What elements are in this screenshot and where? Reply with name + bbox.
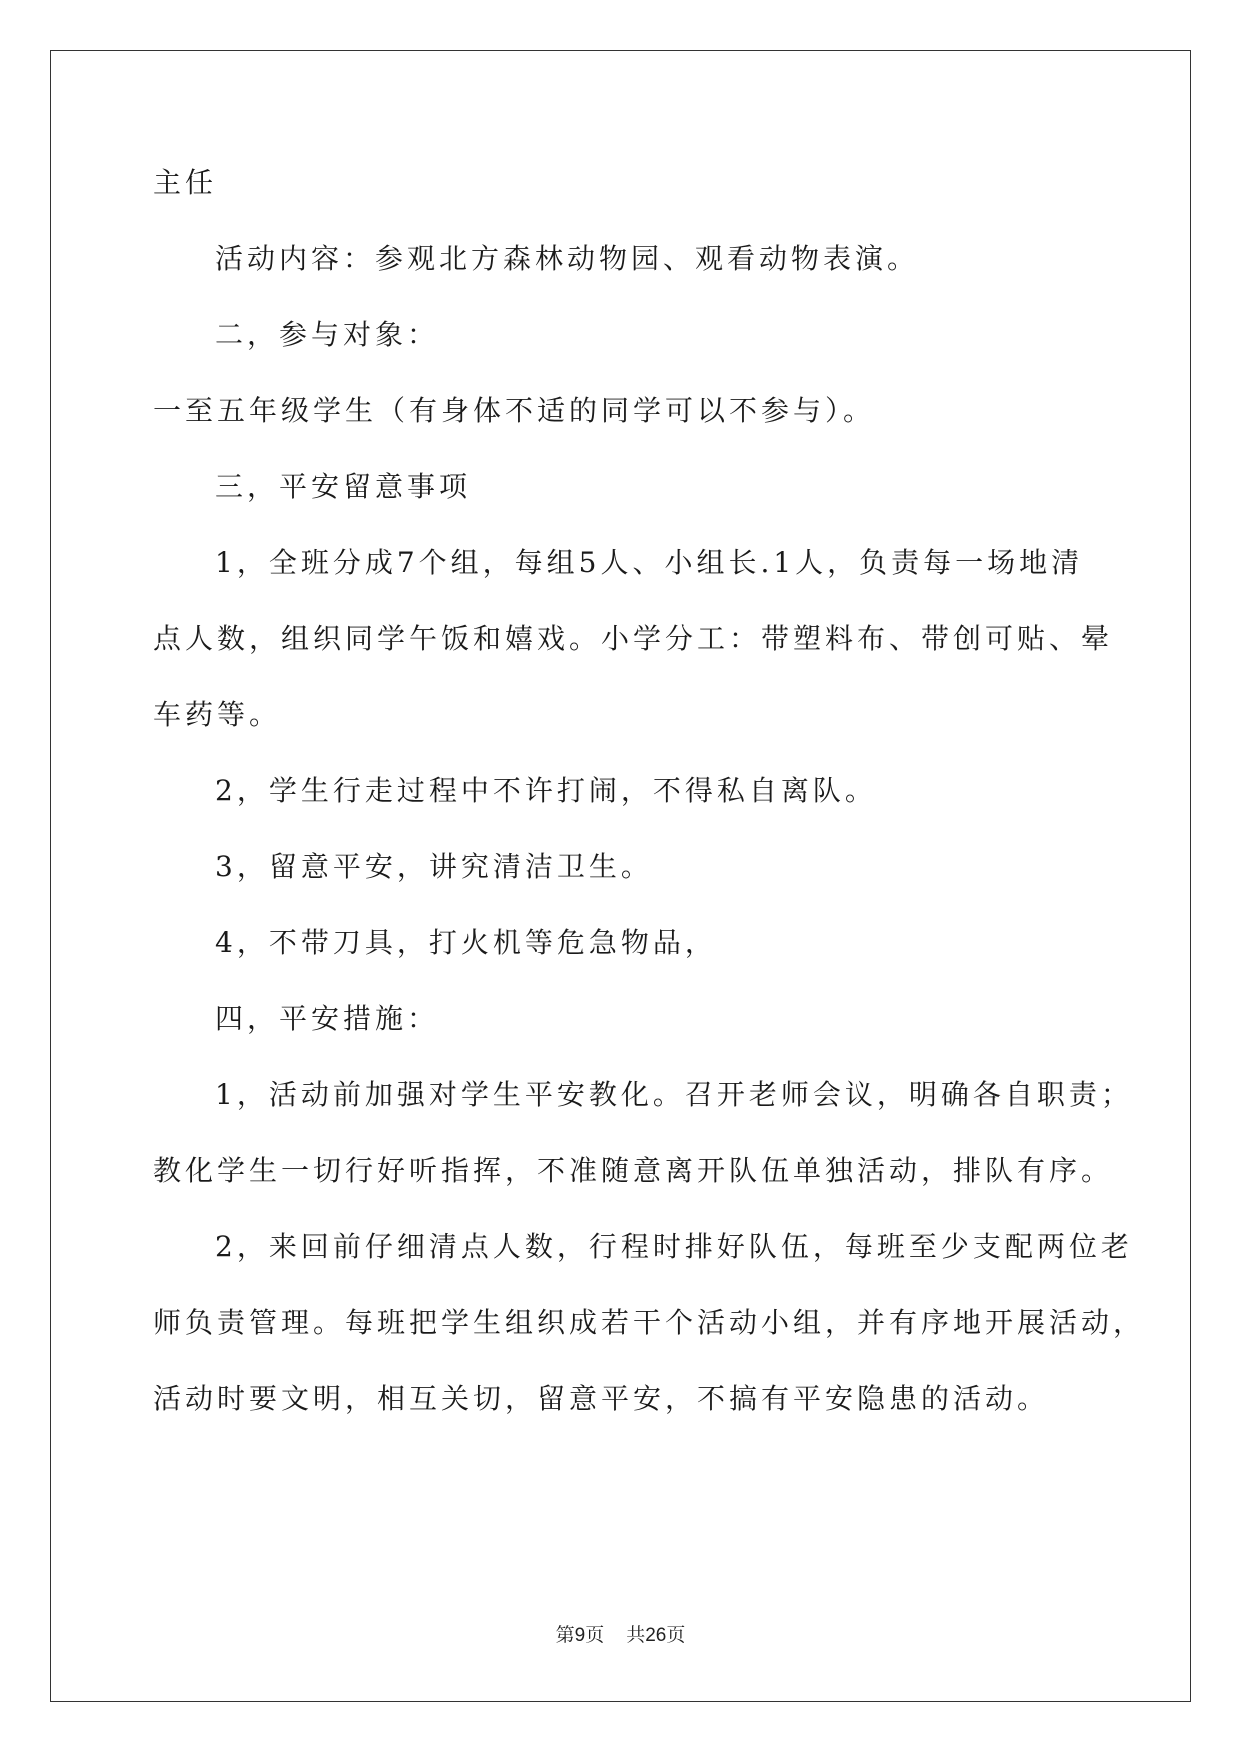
total-suffix: 页 xyxy=(666,1625,686,1646)
text-line: 三，平安留意事项 xyxy=(215,470,472,503)
page-prefix: 第 xyxy=(555,1625,575,1646)
total-pages: 26 xyxy=(645,1625,667,1646)
text-line: 主任 xyxy=(153,166,218,199)
text-line: 活动时要文明，相互关切，留意平安，不搞有平安隐患的活动。 xyxy=(153,1382,1050,1415)
text-line: 点人数，组织同学午饭和嬉戏。小学分工：带塑料布、带创可贴、晕 xyxy=(153,622,1114,655)
text-line: 二，参与对象： xyxy=(215,318,440,351)
page-number: 9 xyxy=(574,1625,586,1646)
text-line: 师负责管理。每班把学生组织成若干个活动小组，并有序地开展活动， xyxy=(153,1306,1146,1339)
text-line: 活动内容：参观北方森林动物园、观看动物表演。 xyxy=(215,242,920,275)
page-footer xyxy=(0,1620,1241,1647)
text-line: 教化学生一切行好听指挥，不准随意离开队伍单独活动，排队有序。 xyxy=(153,1154,1114,1187)
text-line: 1，全班分成7个组，每组5人、小组长.1人，负责每一场地清 xyxy=(215,546,1084,579)
text-line: 2，来回前仔细清点人数，行程时排好队伍，每班至少支配两位老 xyxy=(215,1230,1133,1263)
page-suffix: 页 xyxy=(585,1625,605,1646)
text-line: 一至五年级学生（有身体不适的同学可以不参与）。 xyxy=(153,394,876,427)
text-line: 1，活动前加强对学生平安教化。召开老师会议，明确各自职责； xyxy=(215,1078,1133,1111)
text-line: 四，平安措施： xyxy=(215,1002,440,1035)
text-line: 2，学生行走过程中不许打闹，不得私自离队。 xyxy=(215,774,877,807)
text-line: 车药等。 xyxy=(153,698,282,731)
text-line: 4，不带刀具，打火机等危急物品， xyxy=(215,926,717,959)
text-line: 3，留意平安，讲究清洁卫生。 xyxy=(215,850,653,883)
total-prefix: 共 xyxy=(626,1625,646,1646)
